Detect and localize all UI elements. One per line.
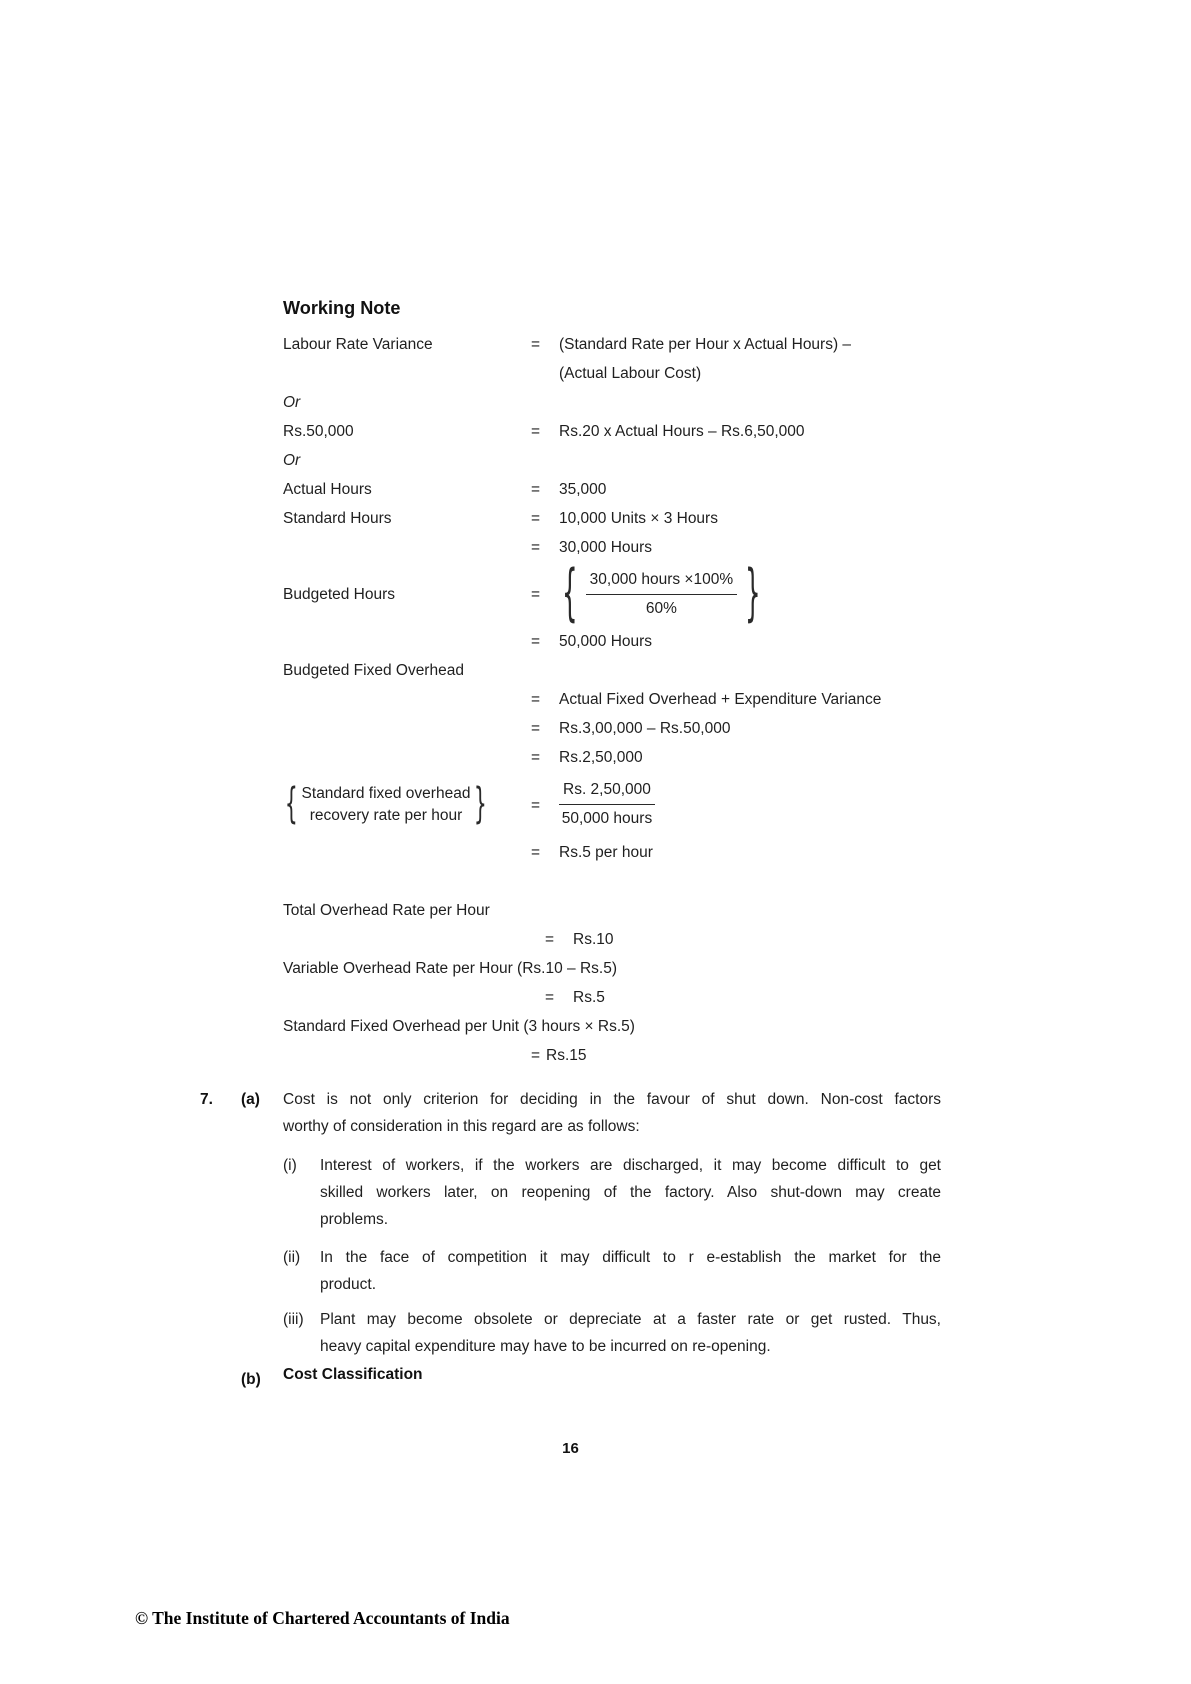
- part-a-text: [283, 1086, 941, 1360]
- equals-sign: =: [531, 1047, 541, 1064]
- row-label: Actual Hours: [283, 481, 372, 498]
- row-label: Budgeted Hours: [283, 586, 396, 603]
- paragraph-line: Plant may become obsolete or depreciate at a faster rate or get rusted. Thus,: [320, 1311, 941, 1328]
- wn-row-labour-rate-variance: [283, 330, 943, 388]
- row-label: [283, 627, 531, 656]
- part-a-items: [283, 1152, 941, 1360]
- item-marker: (i): [283, 1157, 297, 1174]
- wn-row-actual-hours: [283, 475, 943, 504]
- question-7b: [200, 1366, 941, 1393]
- row-label: [283, 983, 531, 1012]
- row-label: [283, 780, 531, 829]
- budgeted-hours-formula: [559, 557, 943, 630]
- list-item-iii: [283, 1306, 941, 1360]
- row-value: Rs.3,00,000 – Rs.50,000: [559, 720, 731, 737]
- page-number: 16: [562, 1440, 579, 1457]
- equals-sign: =: [531, 423, 541, 440]
- part-b-title: Cost Classification: [283, 1366, 423, 1383]
- working-note-section: [283, 294, 943, 1070]
- item-text: [320, 1244, 941, 1298]
- row-label: Rs.50,000: [283, 423, 354, 440]
- right-brace-icon: }: [745, 557, 761, 630]
- wn-row-rs5-per-hour: [283, 838, 943, 867]
- equals-sign: =: [531, 510, 541, 527]
- item-text: [320, 1306, 941, 1360]
- row-value-line1: (Standard Rate per Hour x Actual Hours) –: [559, 336, 852, 353]
- fraction: [586, 567, 738, 622]
- list-item-i: [283, 1152, 941, 1233]
- paragraph-line: worthy of consideration in this regard are as follows:: [283, 1118, 640, 1135]
- row-label: Labour Rate Variance: [283, 336, 433, 353]
- paragraph-line: Interest of workers, if the workers are discharged, it may become difficult to get: [320, 1157, 941, 1174]
- row-value: 50,000 Hours: [559, 633, 653, 650]
- row-label: Total Overhead Rate per Hour: [283, 902, 490, 919]
- row-value: Rs.15: [546, 1047, 587, 1064]
- paragraph-line: Cost is not only criterion for deciding in the favour of shut down. Non-cost factors: [283, 1091, 941, 1108]
- wn-row-30000-hours: [283, 533, 943, 562]
- row-label: [283, 533, 531, 562]
- question-number: 7.: [200, 1091, 213, 1108]
- row-label: Or: [283, 452, 301, 469]
- row-value: 30,000 Hours: [559, 539, 653, 556]
- right-brace-icon: }: [474, 780, 488, 829]
- wn-row-rs15: [283, 1041, 943, 1070]
- equals-sign: =: [545, 989, 555, 1006]
- item-marker: (ii): [283, 1249, 301, 1266]
- list-item-ii: [283, 1244, 941, 1298]
- equals-sign: =: [545, 931, 555, 948]
- fraction-numerator: Rs. 2,50,000: [559, 777, 655, 805]
- equals-sign: =: [531, 691, 541, 708]
- row-label: [283, 925, 531, 954]
- wn-row-250000: [283, 743, 943, 772]
- row-label: Standard Fixed Overhead per Unit (3 hours × Rs.5): [283, 1018, 635, 1035]
- row-label: [283, 714, 531, 743]
- fraction-numerator: 30,000 hours ×100%: [586, 567, 738, 595]
- row-label: [283, 743, 531, 772]
- item-text: [320, 1152, 941, 1233]
- working-note-title: Working Note: [283, 298, 401, 318]
- row-value: [559, 777, 943, 833]
- row-label: [283, 838, 531, 867]
- wn-row-or-1: [283, 388, 943, 417]
- row-label: Or: [283, 394, 301, 411]
- row-label: [283, 1041, 531, 1070]
- wn-row-recovery-rate: [283, 777, 943, 833]
- row-value: Rs.5 per hour: [559, 844, 653, 861]
- row-value: Rs.10: [573, 931, 614, 948]
- wn-row-budgeted-fixed-overhead: [283, 656, 943, 685]
- paragraph-line: In the face of competition it may difficult to r e-establish the market for the: [320, 1249, 941, 1266]
- wn-row-standard-hours: [283, 504, 943, 533]
- paragraph-line: skilled workers later, on reopening of the factory. Also shut-down may create: [320, 1184, 941, 1201]
- row-label: Variable Overhead Rate per Hour (Rs.10 – Rs.5): [283, 960, 617, 977]
- equals-sign: =: [531, 481, 541, 498]
- paragraph-line: heavy capital expenditure may have to be incurred on re-opening.: [320, 1338, 771, 1355]
- row-label: [283, 685, 531, 714]
- equals-sign: =: [531, 336, 541, 353]
- equals-sign: =: [531, 796, 541, 814]
- question-number-placeholder: [200, 1366, 241, 1393]
- equals-sign: =: [531, 539, 541, 556]
- braced-label-lines: [302, 783, 471, 827]
- paragraph-line: problems.: [320, 1211, 389, 1228]
- equals-sign: =: [531, 633, 541, 650]
- wn-row-budgeted-hours: [283, 557, 943, 630]
- part-a-marker: (a): [241, 1091, 260, 1108]
- paragraph-line: product.: [320, 1276, 377, 1293]
- row-value: Rs.5: [573, 989, 605, 1006]
- question-7a: [200, 1086, 941, 1360]
- left-brace-icon: {: [562, 557, 578, 630]
- row-value: [559, 330, 943, 388]
- equals-sign: =: [531, 586, 541, 603]
- left-brace-icon: {: [284, 780, 298, 829]
- wn-row-300000-minus-50000: [283, 714, 943, 743]
- row-value-line2: (Actual Labour Cost): [559, 365, 702, 382]
- row-label: Budgeted Fixed Overhead: [283, 662, 464, 679]
- row-value: 35,000: [559, 481, 607, 498]
- equals-sign: =: [531, 749, 541, 766]
- wn-row-rs10: [283, 925, 943, 954]
- row-value: Actual Fixed Overhead + Expenditure Variance: [559, 691, 882, 708]
- part-b-marker: (b): [241, 1371, 261, 1388]
- wn-row-rs5: [283, 983, 943, 1012]
- equals-sign: =: [531, 844, 541, 861]
- braced-label: [283, 780, 531, 829]
- row-value: [559, 557, 943, 630]
- wn-row-rs50000: [283, 417, 943, 446]
- row-value: 10,000 Units × 3 Hours: [559, 510, 718, 527]
- equals-sign: =: [531, 720, 541, 737]
- copyright-footer: © The Institute of Chartered Accountants of India: [135, 1608, 510, 1628]
- fraction-denominator: 60%: [645, 600, 677, 617]
- braced-label-line2: recovery rate per hour: [309, 807, 463, 824]
- item-marker: (iii): [283, 1311, 304, 1328]
- question-7-section: [200, 1086, 941, 1393]
- row-value: Rs.2,50,000: [559, 749, 643, 766]
- row-value: Rs.20 x Actual Hours – Rs.6,50,000: [559, 423, 805, 440]
- fraction-denominator: 50,000 hours: [561, 810, 653, 827]
- wn-row-50000-hours: [283, 627, 943, 656]
- row-label: Standard Hours: [283, 510, 392, 527]
- wn-row-variable-overhead-rate: [283, 954, 943, 983]
- wn-row-std-fixed-overhead-per-unit: [283, 1012, 943, 1041]
- wn-row-total-overhead-rate: [283, 896, 943, 925]
- fraction: [559, 777, 655, 832]
- wn-row-or-2: [283, 446, 943, 475]
- wn-row-afo-plus-variance: [283, 685, 943, 714]
- braced-label-line1: Standard fixed overhead: [301, 785, 471, 802]
